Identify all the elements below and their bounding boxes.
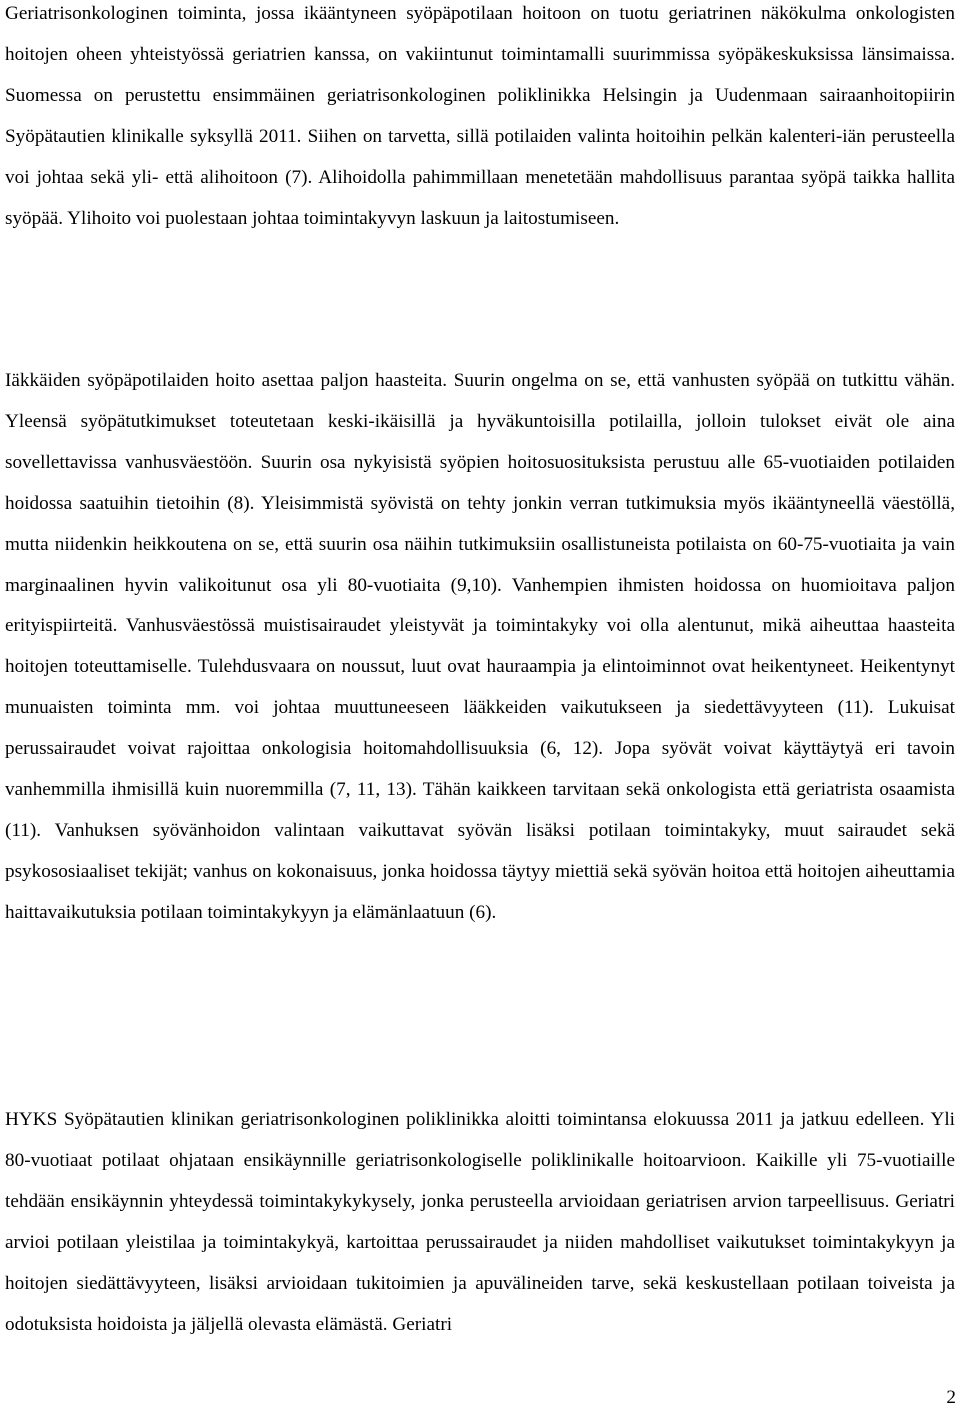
paragraph-challenges: Iäkkäiden syöpäpotilaiden hoito asettaa paljon haasteita. Suurin ongelma on se, että vanhusten syöpää on tutkittu vähän. Yleensä syöpätutkimukset toteutetaan keski-ikäisillä ja hyväkuntoisilla potilailla, jolloin tulokset eivät ole aina sovellettavissa vanhusväestöön. Suurin osa nykyisistä syöpien hoitosuosituksista perustuu alle 65-vuotiaiden potilaiden hoidossa saatuihin tietoihin (8). Yleisimmistä syövistä on tehty jonkin verran tutkimuksia myös ikääntyneellä väestöllä, mutta niidenkin heikkoutena on se, että suurin osa näihin tutkimuksiin osallistuneista potilaista on 60-75-vuotiaita ja vain marginaalinen hyvin valikoitunut osa yli 80-vuotiaita (9,10). Vanhempien ihmisten hoidossa on huomioitava paljon erityispiirteitä. Vanhusväestössä muistisairaudet yleistyvät ja toimintakyky voi olla alentunut, mikä aiheuttaa haasteita hoitojen toteuttamiselle. Tulehdusvaara on noussut, luut ovat hauraampia ja elintoiminnot ovat heikentyneet. Heikentynyt munuaisten toiminta mm. voi johtaa muuttuneeseen lääkkeiden vaikutukseen ja siedettävyyteen (11). Lukuisat perussairaudet voivat rajoittaa onkologisia hoitomahdollisuuksia (6, 12). Jopa syövät voivat käyttäytyä eri tavoin vanhemmilla ihmisillä kuin nuoremmilla (7, 11, 13). Tähän kaikkeen tarvitaan sekä onkologista että geriatrista osaamista (11). Vanhuksen syövänhoidon valintaan vaikuttavat syövän lisäksi potilaan toimintakyky, muut sairaudet sekä psykososiaaliset tekijät; vanhus on kokonaisuus, jonka hoidossa täytyy miettiä sekä syövän hoitoa että hoitojen aiheuttamia haittavaikutuksia potilaan toimintakykyyn ja elämänlaatuun (6). [5,370,955,923]
document-page [5,0,955,1413]
page-number: 2 [946,1387,956,1408]
paragraph-intro: Geriatrisonkologinen toiminta, jossa ikääntyneen syöpäpotilaan hoitoon on tuotu geriatrinen näkökulma onkologisten hoitojen oheen yhteistyössä geriatrien kanssa, on vakiintunut toimintamalli suurimmissa syöpäkeskuksissa länsimaissa. Suomessa on perustettu ensimmäinen geriatrisonkologinen poliklinikka Helsingin ja Uudenmaan sairaanhoitopiirin Syöpätautien klinikalle syksyllä 2011. Siihen on tarvetta, sillä potilaiden valinta hoitoihin pelkän kalenteri-iän perusteella voi johtaa sekä yli- että alihoitoon (7). Alihoidolla pahimmillaan menetetään mahdollisuus parantaa syöpä taikka hallita syöpää. Ylihoito voi puolestaan johtaa toimintakyvyn laskuun ja laitostumiseen. [5,3,955,229]
paragraph-clinic: HYKS Syöpätautien klinikan geriatrisonkologinen poliklinikka aloitti toimintansa elokuussa 2011 ja jatkuu edelleen. Yli 80-vuotiaat potilaat ohjataan ensikäynnille geriatrisonkologiselle poliklinikalle hoitoarvioon. Kaikille yli 75-vuotiaille tehdään ensikäynnin yhteydessä toimintakykykysely, jonka perusteella arvioidaan geriatrisen arvion tarpeellisuus. Geriatri arvioi potilaan yleistilaa ja toimintakykyä, kartoittaa perussairaudet ja niiden mahdolliset vaikutukset toimintakykyyn ja hoitojen siedättävyyteen, lisäksi arvioidaan tukitoimien ja apuvälineiden tarve, sekä keskustellaan potilaan toiveista ja odotuksista hoidoista ja jäljellä olevasta elämästä. Geriatri [5,1109,955,1335]
